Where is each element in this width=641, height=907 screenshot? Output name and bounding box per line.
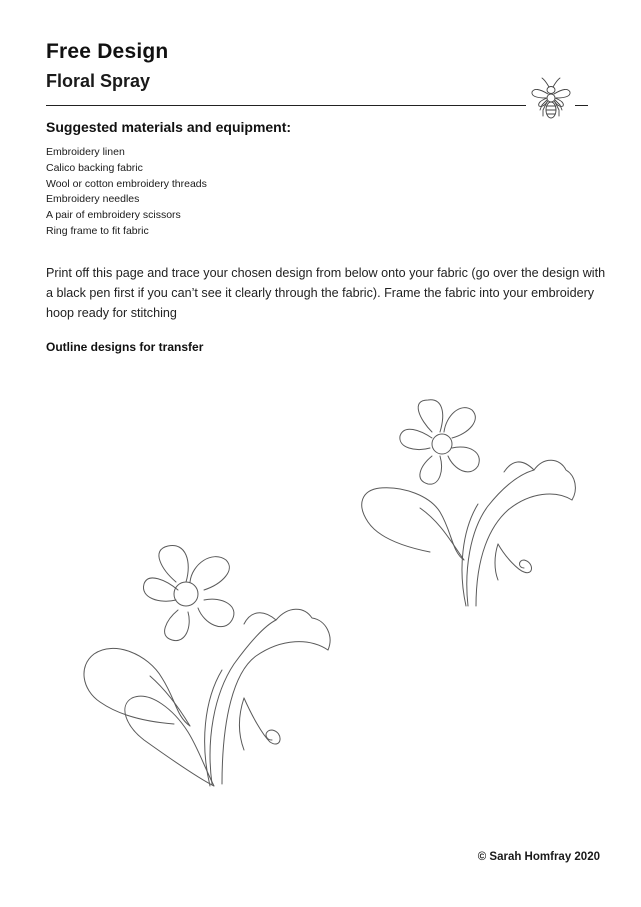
list-item: Ring frame to fit fabric bbox=[46, 224, 149, 237]
bee-icon bbox=[527, 72, 575, 124]
page-title: Free Design bbox=[46, 40, 169, 63]
page-subtitle: Floral Spray bbox=[46, 71, 151, 91]
instructions-paragraph: Print off this page and trace your chosen design from below onto your fabric (go over the design with a black pen first if you can’t see it clearly through the fabric). Frame the fabric into your embroidery hoop ready for stitching bbox=[46, 266, 606, 320]
list-item: Embroidery linen bbox=[46, 146, 125, 158]
floral-spray-illustration bbox=[0, 380, 641, 820]
header-divider bbox=[46, 105, 526, 106]
list-item: Embroidery needles bbox=[46, 193, 140, 206]
outline-heading: Outline designs for transfer bbox=[46, 340, 204, 354]
materials-heading: Suggested materials and equipment: bbox=[46, 119, 292, 135]
copyright-notice: © Sarah Homfray 2020 bbox=[477, 851, 600, 863]
materials-list bbox=[46, 145, 207, 240]
floral-design-upper bbox=[362, 400, 576, 606]
list-item: Calico backing fabric bbox=[46, 161, 143, 174]
header-divider-end bbox=[575, 105, 588, 106]
list-item: Wool or cotton embroidery threads bbox=[46, 177, 207, 190]
floral-design-lower bbox=[84, 545, 330, 786]
list-item: A pair of embroidery scissors bbox=[46, 209, 181, 222]
